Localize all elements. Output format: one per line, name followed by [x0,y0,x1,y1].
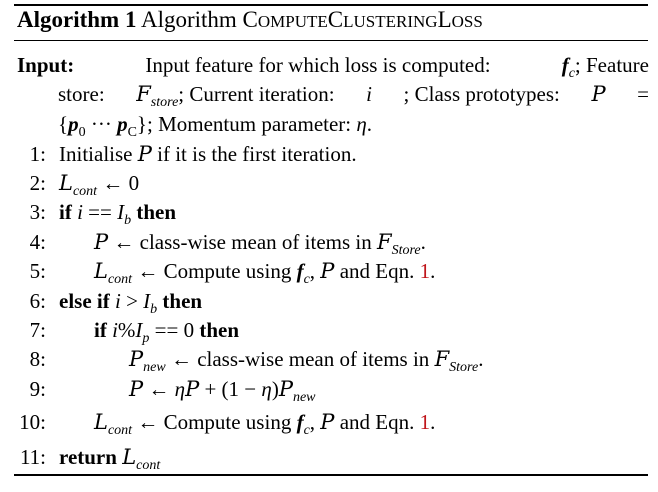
line-number: 4: [29,230,46,254]
algorithm-name: COMPUTECLUSTERINGLOSS [242,7,483,32]
top-rule [14,4,648,6]
bottom-rule [14,474,648,476]
line-number: 2: [29,171,46,195]
input-line-2: store: $F_{store}$; Current iteration: i ; Class prototypes: P = [58,82,649,110]
feature-symbol: $f_c$; Feature [561,53,649,81]
line-number: 5: [29,259,46,283]
line-number: 8: [29,347,46,371]
step-11: return $L_{cont}$ [59,445,161,473]
equation-link[interactable]: 1 [419,259,431,283]
step-1: Initialise P if it is the first iteration. [59,142,357,166]
step-5: $L_{cont}$ ← Compute using $f_c$, P and Eqn. 1. [94,259,436,287]
line-number: 7: [29,318,46,342]
line-number: 3: [29,200,46,224]
step-9: P ← $\eta P + (1 - \eta)P_{new}$ [129,377,316,405]
input-line-3: {$p_0$ ··· $p_C$}; Momentum parameter: η. [58,112,373,140]
equation-link[interactable]: 1 [419,410,431,434]
line-number: 10: [19,410,46,434]
algorithm-caption [17,7,483,33]
line-number: 1: [29,142,46,166]
step-8: $P_{new}$ ← class-wise mean of items in $F_{Store}$. [129,347,484,375]
step-7: if $i\%I_p == 0$ then [94,318,240,346]
input-line-1: Input: Input feature for which loss is computed: $f_c$; Feature [17,52,649,87]
step-6: else if $i > I_b$ then [59,289,203,317]
header-rule [14,40,648,41]
step-3: if $i == I_b$ then [59,200,177,228]
line-number: 9: [29,377,46,401]
step-2: $L_{cont}$ ← 0 [59,171,140,199]
line-number: 6: [29,289,46,313]
step-10: $L_{cont}$ ← Compute using $f_c$, P and Eqn. 1. [94,410,436,438]
step-4: P ← class-wise mean of items in $F_{Store}$. [94,230,426,258]
algorithm-label: Algorithm 1 [17,7,137,32]
algorithm-name-prefix: Algorithm [140,7,237,32]
input-label: Input: [17,53,75,77]
line-number: 11: [19,445,46,469]
